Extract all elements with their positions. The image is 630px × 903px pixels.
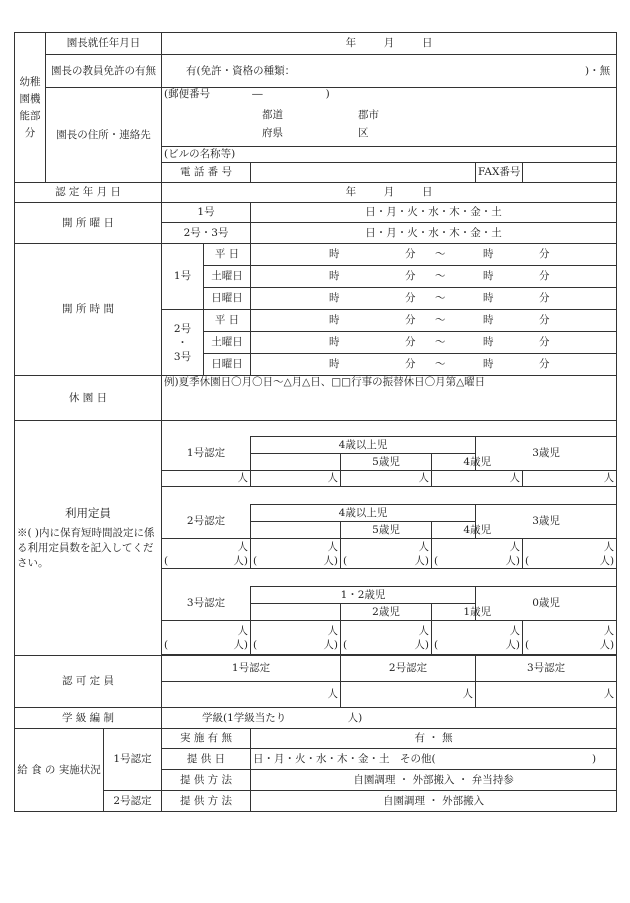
- paren-open: (: [525, 638, 530, 651]
- hours-saturday-2-field[interactable]: [251, 332, 617, 354]
- tilde-label: ～: [435, 270, 446, 282]
- phone-label: 電 話 番 号: [162, 163, 251, 183]
- minute-label: 分: [539, 358, 550, 370]
- fax-field[interactable]: [523, 163, 617, 183]
- postal-code-text: (郵便番号 ― ): [164, 88, 330, 100]
- minute-label: 分: [539, 336, 550, 348]
- prefecture-text-a: 都道: [262, 109, 283, 121]
- cap1-type-label: 1号認定: [162, 437, 251, 471]
- hour-label: 時: [329, 358, 340, 370]
- cap2-age-main: 4歳以上児: [251, 505, 476, 522]
- capacity-unit: 人: [327, 540, 338, 553]
- hour-label: 時: [329, 270, 340, 282]
- paren-open: (: [253, 638, 258, 651]
- capacity-unit: 人: [509, 540, 520, 553]
- hours-day-sunday-1: 日曜日: [204, 288, 251, 310]
- paren-open: (: [434, 554, 439, 567]
- capacity-unit: 人: [327, 624, 338, 637]
- minute-label: 分: [539, 314, 550, 326]
- paren-open: (: [343, 638, 348, 651]
- paren-close: 人): [323, 638, 338, 651]
- meal-label: 給 食 の 実施状況: [15, 729, 104, 812]
- hours-day-saturday-2: 土曜日: [204, 332, 251, 354]
- paren-close: 人): [505, 638, 520, 651]
- hours-day-saturday-1: 土曜日: [204, 266, 251, 288]
- cap1-b-field[interactable]: 人: [432, 471, 523, 487]
- paren-open: (: [253, 554, 258, 567]
- approved-type2-label: 2号認定: [341, 656, 476, 682]
- license-field[interactable]: [162, 55, 617, 88]
- cap1-age-main: 4歳以上児: [251, 437, 476, 454]
- cap1-age-c: 3歳児: [476, 437, 617, 471]
- class-structure-text-b: 人): [347, 711, 363, 724]
- appointment-date-field[interactable]: 年 月 日: [162, 33, 617, 55]
- meal-type1-label: 1号認定: [104, 729, 162, 791]
- cap3-age-total-blank: [251, 604, 341, 621]
- cert-date-field[interactable]: 年 月 日: [162, 183, 617, 203]
- meal-method2-label: 提 供 方 法: [162, 791, 251, 812]
- meal-days-text: 日・月・火・水・木・金・土 その他(: [253, 752, 436, 765]
- short-time-capacity: [434, 554, 520, 568]
- cap2-main-field[interactable]: [251, 539, 341, 569]
- fax-label: FAX番号: [476, 163, 523, 183]
- cap3-age-c: 0歳児: [476, 587, 617, 621]
- paren-close: 人): [599, 638, 615, 651]
- meal-days-close: ): [591, 752, 597, 765]
- approved-type3-field[interactable]: 人: [476, 682, 617, 708]
- paren-open: (: [525, 554, 530, 567]
- capacity-title: 利用定員: [65, 505, 111, 520]
- license-label: 園長の教員免許の有無: [46, 55, 162, 88]
- short-time-capacity: [434, 638, 520, 652]
- paren-close: 人): [233, 638, 248, 651]
- city-text-a: 郡市: [358, 109, 379, 121]
- cap2-b-field[interactable]: [432, 539, 523, 569]
- cap1-c-field[interactable]: 人: [523, 471, 617, 487]
- meal-days-label: 提 供 日: [162, 749, 251, 770]
- tilde-label: ～: [435, 336, 446, 348]
- tilde-label: ～: [435, 358, 446, 370]
- type23-line-2: ・: [177, 336, 188, 349]
- open-hours-label: 開 所 時 間: [15, 244, 162, 376]
- minute-label: 分: [539, 270, 550, 282]
- capacity-unit: 人: [418, 624, 429, 637]
- cap1-a-field[interactable]: 人: [341, 471, 432, 487]
- capacity-unit: 人: [603, 624, 615, 637]
- short-time-capacity: [253, 554, 338, 568]
- appointment-date-label: 園長就任年月日: [46, 33, 162, 55]
- paren-open: (: [164, 638, 169, 651]
- tilde-label: ～: [435, 292, 446, 304]
- hours-sunday-2-field[interactable]: [251, 354, 617, 376]
- class-structure-text-a: 学級(1学級当たり: [202, 711, 287, 724]
- phone-field[interactable]: [251, 163, 476, 183]
- cap3-age-b: 1歳児: [432, 604, 523, 621]
- hour-label: 時: [483, 314, 494, 326]
- capacity-unit: 人: [603, 540, 615, 553]
- minute-label: 分: [405, 358, 416, 370]
- type23-line-1: 2号: [173, 322, 192, 335]
- meal-method1-field[interactable]: 自園調理 ・ 外部搬入 ・ 弁当持参: [251, 770, 617, 791]
- cap2-total-field[interactable]: [162, 539, 251, 569]
- capacity-label-cell: [15, 421, 162, 656]
- approved-type2-field[interactable]: 人: [341, 682, 476, 708]
- cap3-type-label: 3号認定: [162, 587, 251, 621]
- cap3-age-a: 2歳児: [341, 604, 432, 621]
- cap1-age-a: 5歳児: [341, 454, 432, 471]
- hours-weekday-1-field[interactable]: [251, 244, 617, 266]
- open-days-type23-label: 2号・3号: [162, 223, 251, 244]
- minute-label: 分: [405, 270, 416, 282]
- hour-label: 時: [483, 358, 494, 370]
- hour-label: 時: [329, 314, 340, 326]
- cap1-total-field[interactable]: 人: [162, 471, 251, 487]
- hour-label: 時: [483, 336, 494, 348]
- paren-open: (: [434, 638, 439, 651]
- hours-day-weekday-2: 平 日: [204, 310, 251, 332]
- minute-label: 分: [405, 292, 416, 304]
- capacity-note: ※( )内に保育短時間設定に係る利用定員数を記入してください。: [17, 526, 155, 569]
- open-days-label: 開 所 曜 日: [15, 203, 162, 244]
- hour-label: 時: [483, 292, 494, 304]
- short-time-capacity: [164, 554, 248, 568]
- closed-days-label: 休 園 日: [15, 376, 162, 421]
- short-time-capacity: [164, 638, 248, 652]
- cap1-main-field[interactable]: 人: [251, 471, 341, 487]
- hours-sunday-1-field[interactable]: [251, 288, 617, 310]
- short-time-capacity: [343, 638, 429, 652]
- approved-type1-label: 1号認定: [162, 656, 341, 682]
- meal-days-field[interactable]: [251, 749, 617, 770]
- cap2-age-c: 3歳児: [476, 505, 617, 539]
- address-label: 園長の住所・連絡先: [46, 88, 162, 183]
- cap3-age-main: 1・2歳児: [251, 587, 476, 604]
- meal-impl-field[interactable]: 有 ・ 無: [251, 729, 617, 749]
- open-days-type1-field[interactable]: 日・月・火・水・木・金・土: [251, 203, 617, 223]
- paren-close: 人): [414, 554, 429, 567]
- short-time-capacity: [253, 638, 338, 652]
- prefecture-text-b: 府県: [262, 127, 283, 139]
- open-days-type23-field[interactable]: 日・月・火・水・木・金・土: [251, 223, 617, 244]
- paren-close: 人): [599, 554, 615, 567]
- short-time-capacity: [343, 554, 429, 568]
- cap3-a-field[interactable]: [341, 621, 432, 655]
- cap3-c-field[interactable]: [523, 621, 617, 655]
- short-time-capacity: [525, 554, 614, 568]
- hour-label: 時: [329, 336, 340, 348]
- paren-open: (: [164, 554, 169, 567]
- paren-close: 人): [233, 554, 248, 567]
- cap2-type-label: 2号認定: [162, 505, 251, 539]
- paren-close: 人): [414, 638, 429, 651]
- approved-capacity-label: 認 可 定 員: [15, 656, 162, 708]
- capacity-spacer-1: [162, 421, 617, 437]
- capacity-unit: 人: [237, 624, 248, 637]
- cap3-total-field[interactable]: [162, 621, 251, 655]
- meal-impl-label: 実 施 有 無: [162, 729, 251, 749]
- cap3-b-field[interactable]: [432, 621, 523, 655]
- minute-label: 分: [405, 336, 416, 348]
- cap2-age-a: 5歳児: [341, 522, 432, 539]
- approved-type3-label: 3号認定: [476, 656, 617, 682]
- hours-weekday-2-field[interactable]: [251, 310, 617, 332]
- class-structure-field[interactable]: [162, 708, 617, 729]
- approved-type1-field[interactable]: 人: [162, 682, 341, 708]
- hour-label: 時: [329, 248, 340, 260]
- paren-open: (: [343, 554, 348, 567]
- minute-label: 分: [539, 292, 550, 304]
- short-time-capacity: [525, 638, 614, 652]
- cert-date-label: 認 定 年 月 日: [15, 183, 162, 203]
- hour-label: 時: [329, 292, 340, 304]
- minute-label: 分: [405, 248, 416, 260]
- open-days-type1-label: 1号: [162, 203, 251, 223]
- paren-close: 人): [323, 554, 338, 567]
- address-field[interactable]: [162, 88, 617, 147]
- hours-day-sunday-2: 日曜日: [204, 354, 251, 376]
- license-none-text: )・無: [584, 64, 611, 77]
- cap3-main-field[interactable]: [251, 621, 341, 655]
- minute-label: 分: [539, 248, 550, 260]
- open-hours-type23-label: [162, 310, 204, 376]
- cap1-age-total-blank: [251, 454, 341, 471]
- cap2-a-field[interactable]: [341, 539, 432, 569]
- capacity-unit: 人: [237, 540, 248, 553]
- cap2-c-field[interactable]: [523, 539, 617, 569]
- capacity-unit: 人: [418, 540, 429, 553]
- cap2-age-total-blank: [251, 522, 341, 539]
- type23-line-3: 3号: [173, 350, 192, 363]
- tilde-label: ～: [435, 248, 446, 260]
- capacity-spacer-2: [162, 487, 617, 505]
- closed-days-field[interactable]: 例)夏季休園日〇月〇日～△月△日、□□行事の振替休日〇月第△曜日: [162, 376, 617, 421]
- building-name-field[interactable]: (ビルの名称等): [162, 147, 617, 163]
- hour-label: 時: [483, 270, 494, 282]
- minute-label: 分: [405, 314, 416, 326]
- open-hours-type1-label: 1号: [162, 244, 204, 310]
- capacity-spacer-3: [162, 569, 617, 587]
- cap2-age-b: 4歳児: [432, 522, 523, 539]
- hours-day-weekday-1: 平 日: [204, 244, 251, 266]
- tilde-label: ～: [435, 314, 446, 326]
- meal-method2-field[interactable]: 自園調理 ・ 外部搬入: [251, 791, 617, 812]
- class-structure-label: 学 級 編 制: [15, 708, 162, 729]
- paren-close: 人): [505, 554, 520, 567]
- application-form-table: [14, 32, 617, 812]
- meal-method1-label: 提 供 方 法: [162, 770, 251, 791]
- cap1-age-b: 4歳児: [432, 454, 523, 471]
- license-type-text: 有(免許・資格の種類：: [186, 64, 296, 77]
- city-text-b: 区: [358, 127, 369, 139]
- hours-saturday-1-field[interactable]: [251, 266, 617, 288]
- capacity-unit: 人: [509, 624, 520, 637]
- kindergarten-section-label: 幼稚園機能部分: [15, 33, 46, 183]
- hour-label: 時: [483, 248, 494, 260]
- meal-type2-label: 2号認定: [104, 791, 162, 812]
